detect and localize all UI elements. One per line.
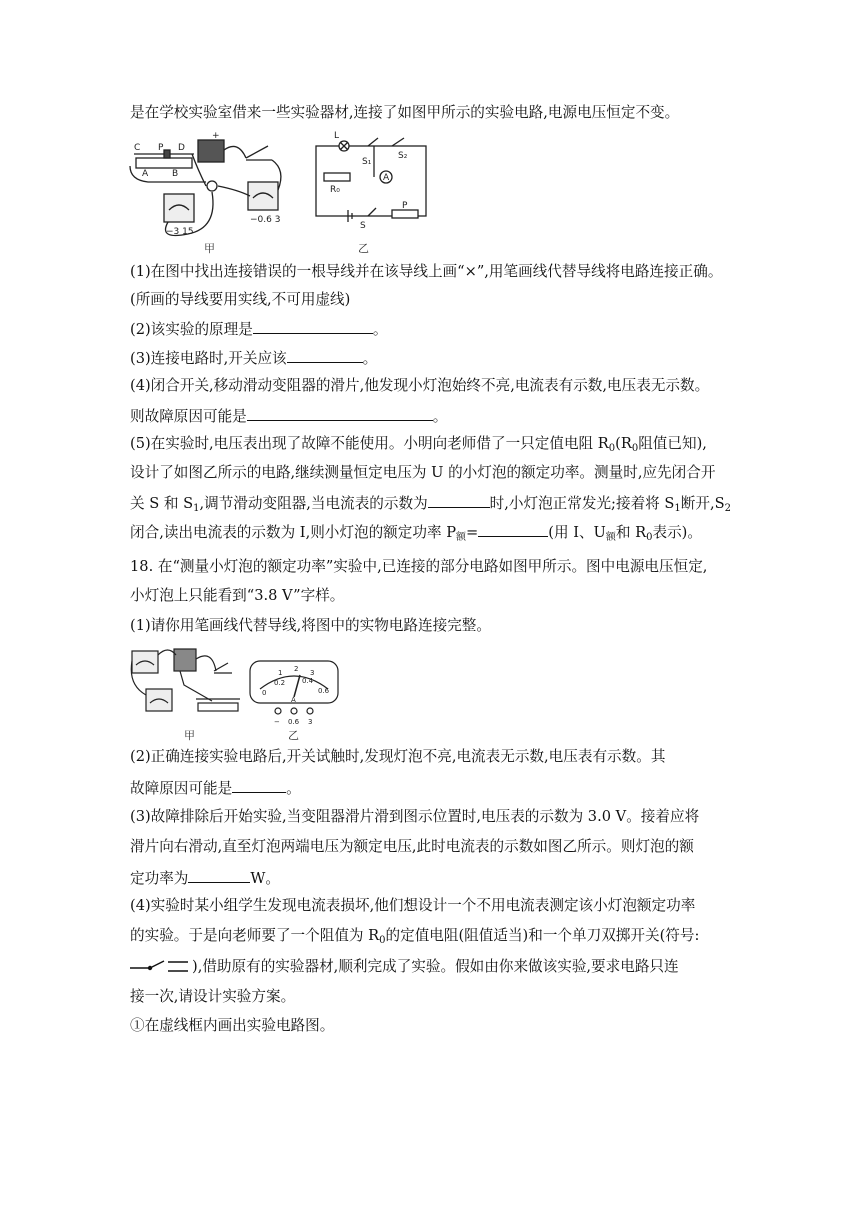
q18-line-b: 小灯泡上只能看到“3.8 V”字样。	[130, 587, 345, 604]
tick-0-4: 0.4	[302, 677, 314, 685]
answer-blank	[428, 492, 490, 508]
dial-unit: A	[291, 696, 296, 704]
label-s2: S₂	[398, 151, 408, 161]
q18-4-line-d: 接一次,请设计实验方案。	[130, 988, 296, 1005]
q5-text: 表示)。	[652, 524, 702, 541]
q18-4-line-c	[130, 957, 679, 977]
q2-line	[130, 318, 387, 340]
lamp-symbol	[207, 181, 217, 191]
q18-2-line-b	[130, 777, 301, 799]
ammeter-box	[248, 182, 278, 210]
battery-box	[198, 140, 224, 162]
q1-line-b: (所画的导线要用实线,不可用虚线)	[130, 291, 351, 308]
q5-text: =	[466, 524, 479, 541]
q5-text: (5)在实验时,电压表出现了故障不能使用。小明向老师借了一只定值电阻 R	[130, 435, 609, 452]
q5-line-c	[130, 492, 731, 519]
q18-text: 定功率为	[130, 870, 189, 887]
q5-text: 阻值已知),	[638, 435, 707, 452]
period: 。	[432, 408, 448, 425]
rheostat-body	[198, 703, 238, 711]
label-plus: +	[212, 131, 220, 141]
label-r0: R₀	[330, 185, 340, 195]
top-tick-3: 3	[310, 669, 315, 677]
figure-1	[128, 130, 438, 252]
q5-text: 时,小灯泡正常发光;接着将 S	[489, 495, 675, 512]
label-c: C	[134, 143, 141, 153]
circuit-r0	[324, 173, 350, 181]
q5-text: 闭合,读出电流表的示数为 I,则小灯泡的额定功率 P	[130, 524, 457, 541]
q4-text: 则故障原因可能是	[130, 408, 247, 425]
figure-2-caption-right: 乙	[288, 729, 299, 742]
subscript: 0	[631, 443, 639, 454]
q18-4-line-a: (4)实验时某小组学生发现电流表损坏,他们想设计一个不用电流表测定该小灯泡额定功率	[130, 897, 696, 914]
q18-text: 的实验。于是向老师要了一个阻值为 R	[130, 927, 380, 944]
top-tick-2: 2	[294, 665, 299, 673]
q18-3-line-b: 滑片向右滑动,直至灯泡两端电压为额定电压,此时电流表的示数如图乙所示。则灯泡的额	[130, 838, 694, 855]
q3-text: (3)连接电路时,开关应该	[130, 350, 287, 367]
subscript: 1	[674, 503, 681, 514]
label-voltmeter-range: −3 15	[166, 227, 194, 237]
q18-text: W。	[250, 870, 280, 887]
terminal	[291, 708, 297, 714]
label-p-circuit: P	[402, 201, 408, 211]
q18-1-line: (1)请你用笔画线代替导线,将图中的实物电路连接完整。	[130, 617, 491, 634]
subscript: 0	[646, 532, 653, 543]
rheostat-body	[136, 158, 192, 168]
figure-1-drawing	[128, 130, 438, 252]
figure-2-caption-left: 甲	[184, 729, 195, 742]
answer-blank	[232, 777, 286, 793]
label-b: B	[172, 169, 179, 179]
label-p: P	[158, 143, 164, 153]
label-l: L	[334, 131, 340, 141]
answer-blank	[478, 521, 548, 537]
q5-text: 关 S 和 S	[130, 495, 194, 512]
q18-4-line-b	[130, 926, 699, 951]
tick-0-6: 0.6	[318, 687, 330, 695]
label-ammeter-range: −0.6 3	[250, 215, 281, 225]
q5-line-a	[130, 434, 707, 459]
q18-3-line-a: (3)故障排除后开始实验,当变阻器滑片滑到图示位置时,电压表的示数为 3.0 V。接着应将	[130, 808, 700, 825]
label-s: S	[360, 221, 366, 231]
tick-0: 0	[262, 689, 267, 697]
q4-line-b	[130, 405, 447, 427]
period: 。	[372, 321, 388, 338]
terminal	[307, 708, 313, 714]
q5-text: 断开,S	[680, 495, 725, 512]
q5-text: ,调节滑动变阻器,当电流表的示数为	[199, 495, 428, 512]
terminal-3: 3	[308, 718, 313, 726]
figure-1-caption-left: 甲	[204, 242, 215, 255]
subscript: 0	[379, 935, 386, 946]
q1-line-a: (1)在图中找出连接错误的一根导线并在该导线上画“×”,用笔画线代替导线将电路连接正确。	[130, 263, 723, 280]
answer-blank	[253, 318, 373, 334]
figure-1-caption-right: 乙	[358, 242, 369, 255]
terminal	[275, 708, 281, 714]
spdt-switch-icon	[130, 958, 192, 974]
label-s1: S₁	[362, 157, 372, 167]
terminal-0-6: 0.6	[288, 718, 300, 726]
q18-text: 。	[286, 780, 301, 797]
subscript: 2	[724, 503, 731, 514]
q5-text: (用 I、U	[548, 524, 606, 541]
subscript: 1	[193, 503, 200, 514]
figure-2	[128, 645, 348, 729]
answer-blank	[247, 405, 433, 421]
q18-text: 故障原因可能是	[130, 780, 233, 797]
q18-text: 的定值电阻(阻值适当)和一个单刀双掷开关(符号:	[385, 927, 700, 944]
period: 。	[362, 350, 378, 367]
q5-text: 和 R	[615, 524, 647, 541]
q5-line-b: 设计了如图乙所示的电路,继续测量恒定电压为 U 的小灯泡的额定功率。测量时,应先闭合开	[130, 464, 716, 481]
voltmeter-box	[164, 194, 194, 222]
answer-blank	[287, 347, 363, 363]
q18-line-a: 18. 在“测量小灯泡的额定功率”实验中,已连接的部分电路如图甲所示。图中电源电压恒定,	[130, 558, 708, 575]
label-a: A	[142, 169, 149, 179]
top-tick-1: 1	[278, 669, 283, 677]
answer-blank	[188, 867, 250, 883]
meter-box	[132, 651, 158, 673]
q18-3-line-c	[130, 867, 280, 889]
tick-0-2: 0.2	[274, 679, 286, 687]
q3-line	[130, 347, 377, 369]
circuit-rheostat	[392, 210, 418, 218]
subscript: 额	[605, 532, 616, 543]
q18-4-line-e: ①在虚线框内画出实验电路图。	[130, 1017, 335, 1034]
figure-2-drawing	[128, 645, 348, 729]
intro-line: 是在学校实验室借来一些实验器材,连接了如图甲所示的实验电路,电源电压恒定不变。	[130, 104, 680, 121]
battery-box	[174, 649, 196, 671]
q2-text: (2)该实验的原理是	[130, 321, 253, 338]
subscript: 0	[608, 443, 616, 454]
meter-box	[146, 689, 172, 711]
terminal-minus: −	[274, 718, 280, 726]
label-d: D	[178, 143, 185, 153]
q18-text: ),借助原有的实验器材,顺利完成了实验。假如由你来做该实验,要求电路只连	[192, 958, 679, 975]
q4-line-a: (4)闭合开关,移动滑动变阻器的滑片,他发现小灯泡始终不亮,电流表有示数,电压表无示数。	[130, 377, 710, 394]
subscript: 额	[456, 532, 467, 543]
q5-text: (R	[615, 435, 632, 452]
q18-2-line-a: (2)正确连接实验电路后,开关试触时,发现灯泡不亮,电流表无示数,电压表有示数。其	[130, 748, 666, 765]
label-ammeter: A	[383, 173, 390, 183]
q5-line-d	[130, 521, 702, 548]
